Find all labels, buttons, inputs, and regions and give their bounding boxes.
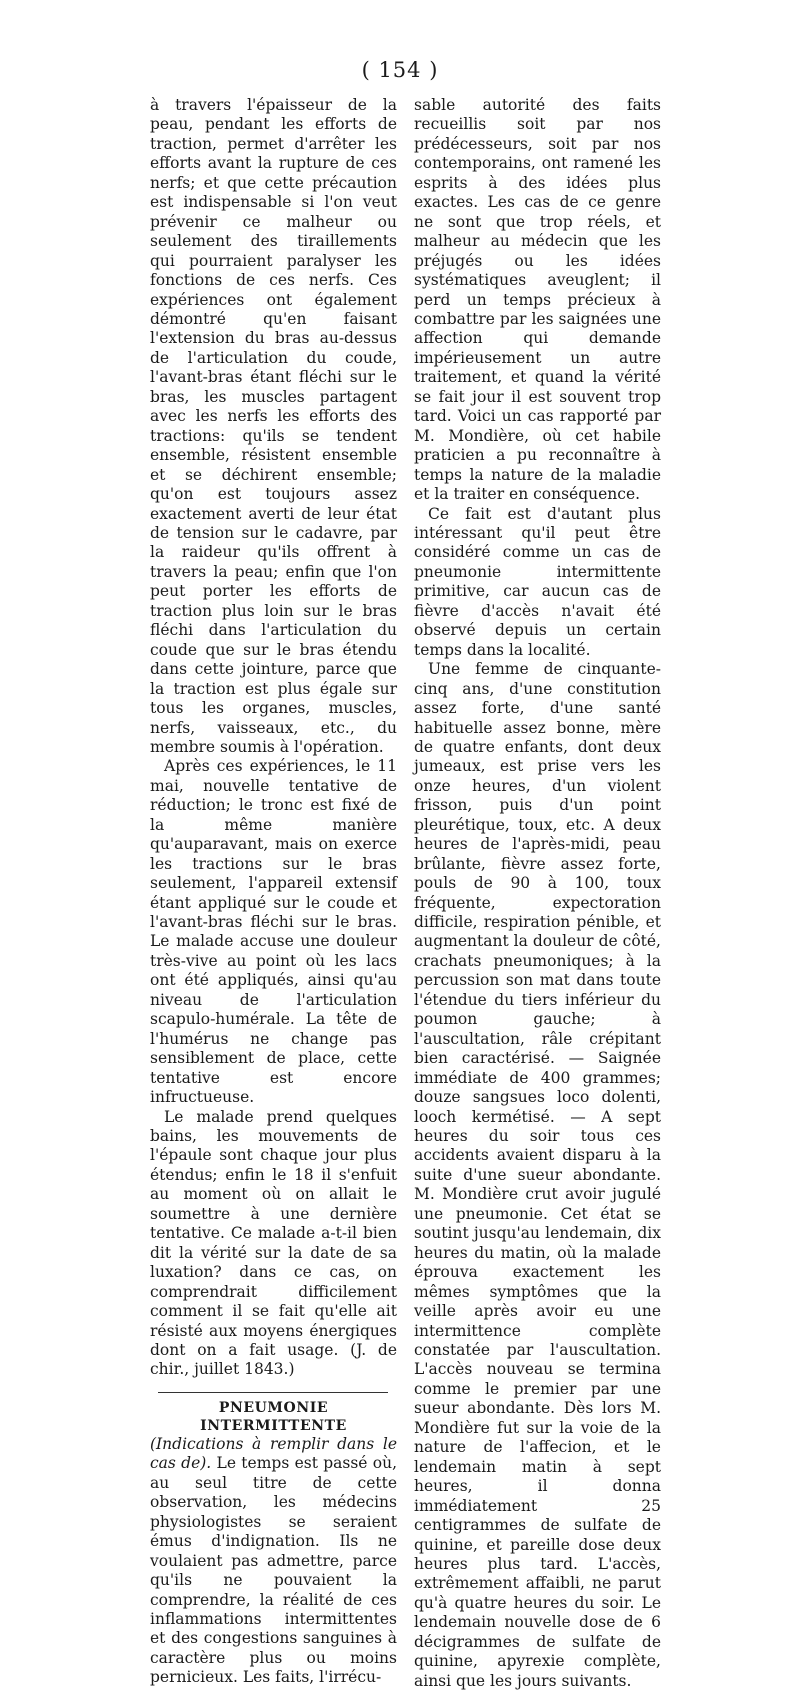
paragraph: Après ces expériences, le 11 mai, nouvelle tentative de réduction; le tronc est fixé de la même manière qu'auparavant, mais on exerce les tractions sur le bras seulement, l'appareil extensif étant appliqué sur le coude et l'avant-bras fléchi sur le bras. Le malade accuse une douleur très-vive au point où les lacs ont été appliqués, ainsi qu'au niveau de l'articulation scapulo-humérale. La tête de l'humérus ne change pas sensiblement de place, cette tentative est encore infructueuse.	[150, 757, 397, 1107]
section-title: PNEUMONIE INTERMITTENTE	[200, 1399, 347, 1434]
paragraph-text: Le temps est passé où, au seul titre de cette observation, les médecins physiologistes se seraient émus d'indignation. Ils ne voulaient pas admettre, parce qu'ils ne pouvaient la comprendre, la réalité de ces inflammations intermittentes et des congestions sanguines à caractère plus ou moins pernicieux. Les faits, l'irrécu-	[150, 1454, 397, 1687]
section-divider	[158, 1392, 388, 1393]
paragraph: Ce fait est d'autant plus intéressant qu'il peut être considéré comme un cas de pneumonie intermittente primitive, car aucun cas de fièvre d'accès n'avait été observé depuis un certain temps dans la localité.	[414, 504, 661, 659]
section-subtitle: (Indications à remplir dans le cas de).	[150, 1434, 397, 1473]
page-number: ( 154 )	[361, 58, 439, 82]
left-column	[150, 96, 397, 1688]
right-column	[414, 96, 661, 1691]
paragraph: à travers l'épaisseur de la peau, pendant les efforts de traction, permet d'arrêter les efforts avant la rupture de ces nerfs; et que cette précaution est indispensable si l'on veut prévenir ce malheur ou seulement des tiraillements qui pourraient paralyser les fonctions de ces nerfs. Ces expériences ont également démontré qu'en faisant l'extension du bras au-dessus de l'articulation du coude, l'avant-bras étant fléchi sur le bras, les muscles partagent avec les nerfs les efforts des tractions: qu'ils se tendent ensemble, résistent ensemble et se déchirent ensemble; qu'on est toujours assez exactement averti de leur état de tension sur le cadavre, par la raideur qu'ils offrent à travers la peau; enfin que l'on peut porter les efforts de traction plus loin sur le bras fléchi dans l'articulation du coude que sur le bras étendu dans cette jointure, parce que la traction est plus égale sur tous les organes, muscles, nerfs, vaisseaux, etc., du membre soumis à l'opération.	[150, 96, 397, 756]
paragraph: Une femme de cinquante-cinq ans, d'une constitution assez forte, d'une santé habituelle assez bonne, mère de quatre enfants, dont deux jumeaux, est prise vers les onze heures, d'un violent frisson, puis d'un point pleurétique, toux, etc. A deux heures de l'après-midi, peau brûlante, fièvre assez forte, pouls de 90 à 100, toux fréquente, expectoration difficile, respiration pénible, et augmentant la douleur de côté, crachats pneumoniques; à la percussion son mat dans toute l'étendue du tiers inférieur du poumon gauche; à l'auscultation, râle crépitant bien caractérisé. — Saignée immédiate de 400 grammes; douze sangsues loco dolenti, looch kermétisé. — A sept heures du soir tous ces accidents avaient disparu à la suite d'une sueur abondante. M. Mondière crut avoir jugulé une pneumonie. Cet état se soutint jusqu'au lendemain, dix heures du matin, où la malade éprouva exactement les mêmes symptômes que la veille après avoir eu une intermittence complète constatée par l'auscultation. L'accès nouveau se termina comme le premier par une sueur abondante. Dès lors M. Mondière fut sur la voie de la nature de l'affecion, et le lendemain matin à sept heures, il donna immédiatement 25 centigrammes de sulfate de quinine, et pareille dose deux heures plus tard. L'accès, extrêmement affaibli, ne parut qu'à quatre heures du soir. Le lendemain nouvelle dose de 6 décigrammes de sulfate de quinine, apyrexie complète, ainsi que les jours suivants.	[414, 660, 661, 1690]
paragraph: sable autorité des faits recueillis soit par nos prédécesseurs, soit par nos contemporains, ont ramené les esprits à des idées plus exactes. Les cas de ce genre ne sont que trop réels, et malheur au médecin que les préjugés ou les idées systématiques aveuglent; il perd un temps précieux à combattre par les saignées une affection qui demande impérieusement un autre traitement, et quand la vérité se fait jour il est souvent trop tard. Voici un cas rapporté par M. Mondière, où cet habile praticien a pu reconnaître à temps la nature de la maladie et la traiter en conséquence.	[414, 96, 661, 504]
citation: (J. de chir., juillet 1843.)	[150, 1341, 398, 1379]
paragraph	[150, 1435, 397, 1688]
paragraph-text: Le malade prend quelques bains, les mouvements de l'épaule sont chaque jour plus étendus; enfin le 18 il s'enfuit au moment où on allait le soumettre à une dernière tentative. Ce malade a-t-il bien dit la vérité sur la date de sa luxation? dans ce cas, on comprendrait difficilement comment il se fait qu'elle ait résisté aux moyens énergiques dont on a fait usage.	[150, 1107, 397, 1359]
paragraph	[150, 1108, 397, 1380]
